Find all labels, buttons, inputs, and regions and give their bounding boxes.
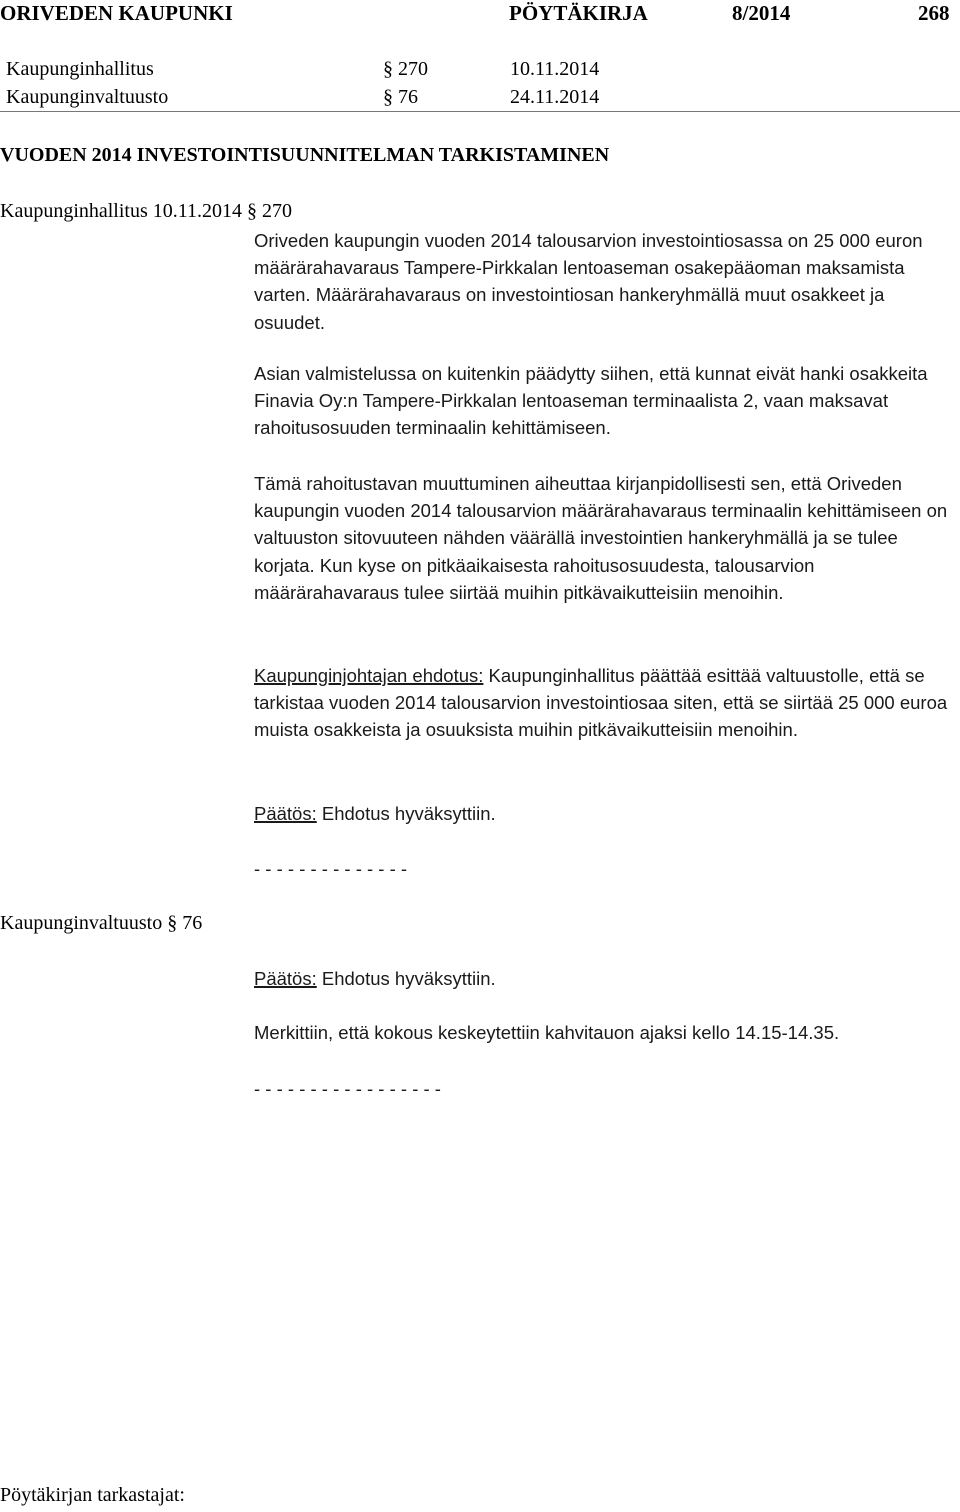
reviewers-label: Pöytäkirjan tarkastajat: xyxy=(0,1484,185,1506)
meta-body-kv: Kaupunginvaltuusto xyxy=(6,86,169,108)
meta-section-kv: § 76 xyxy=(383,86,418,108)
header-rule xyxy=(0,111,960,112)
paragraph-1: Oriveden kaupungin vuoden 2014 talousarvion investointiosassa on 25 000 euron määrärahavaraus Tampere-Pirkkalan lentoaseman osakepääoman maksamista varten. Määrärahavaraus on investointiosan hankeryhmällä muut osakkeet ja osuudet. xyxy=(254,230,923,333)
decision-label: Päätös: xyxy=(254,968,317,989)
paragraph-3: Tämä rahoitustavan muuttuminen aiheuttaa kirjanpidollisesti sen, että Oriveden kaupungin vuoden 2014 talousarvion määrärahavaraus terminaalin kehittämiseen on valtuuston sitovuuteen nähden väärällä investointien hankeryhmällä ja se tulee korjata. Kun kyse on pitkäaikaisesta rahoitusosuudesta, talousarvion määrärahavaraus tulee siirtää muihin pitkävaikutteisiin menoihin. xyxy=(254,473,948,603)
organization-name: ORIVEDEN KAUPUNKI xyxy=(0,1,233,25)
meta-date-kh: 10.11.2014 xyxy=(510,58,600,80)
proposal-text: Kaupunginhallitus päättää esittää valtuustolle, että se tarkistaa vuoden 2014 talousarvion investointiosaa siten, että se siirtää 25 000 euroa muista osakkeista ja osuuksista muihin pitkävaikutteisiin menoihin. xyxy=(254,665,948,741)
kh-reference: Kaupunginhallitus 10.11.2014 § 270 xyxy=(0,200,293,222)
kv-reference: Kaupunginvaltuusto § 76 xyxy=(0,912,203,934)
meeting-note: Merkittiin, että kokous keskeytettiin kahvitauon ajaksi kello 14.15-14.35. xyxy=(254,1022,840,1043)
meta-section-kh: § 270 xyxy=(383,58,428,80)
decision-text: Ehdotus hyväksyttiin. xyxy=(316,803,496,824)
proposal-label: Kaupunginjohtajan ehdotus: xyxy=(254,665,484,686)
meta-date-kv: 24.11.2014 xyxy=(510,86,600,108)
decision-text: Ehdotus hyväksyttiin. xyxy=(316,968,496,989)
decision-label: Päätös: xyxy=(254,803,317,824)
page-number: 268 xyxy=(918,1,950,25)
separator-1: - - - - - - - - - - - - - - xyxy=(254,858,408,879)
meta-body-kh: Kaupunginhallitus xyxy=(6,58,154,80)
paragraph-2: Asian valmistelussa on kuitenkin päädytty siihen, että kunnat eivät hanki osakkeita Finavia Oy:n Tampere-Pirkkalan lentoaseman terminaalista 2, vaan maksavat rahoitusosuuden terminaalin kehittämiseen. xyxy=(254,363,928,439)
decision-kv xyxy=(254,968,496,990)
separator-2: - - - - - - - - - - - - - - - - - xyxy=(254,1078,441,1099)
mayor-proposal xyxy=(254,662,960,744)
document-type: PÖYTÄKIRJA xyxy=(509,1,648,25)
issue-number: 8/2014 xyxy=(732,1,791,25)
decision-kh xyxy=(254,803,496,825)
document-title: VUODEN 2014 INVESTOINTISUUNNITELMAN TARKISTAMINEN xyxy=(0,144,610,166)
